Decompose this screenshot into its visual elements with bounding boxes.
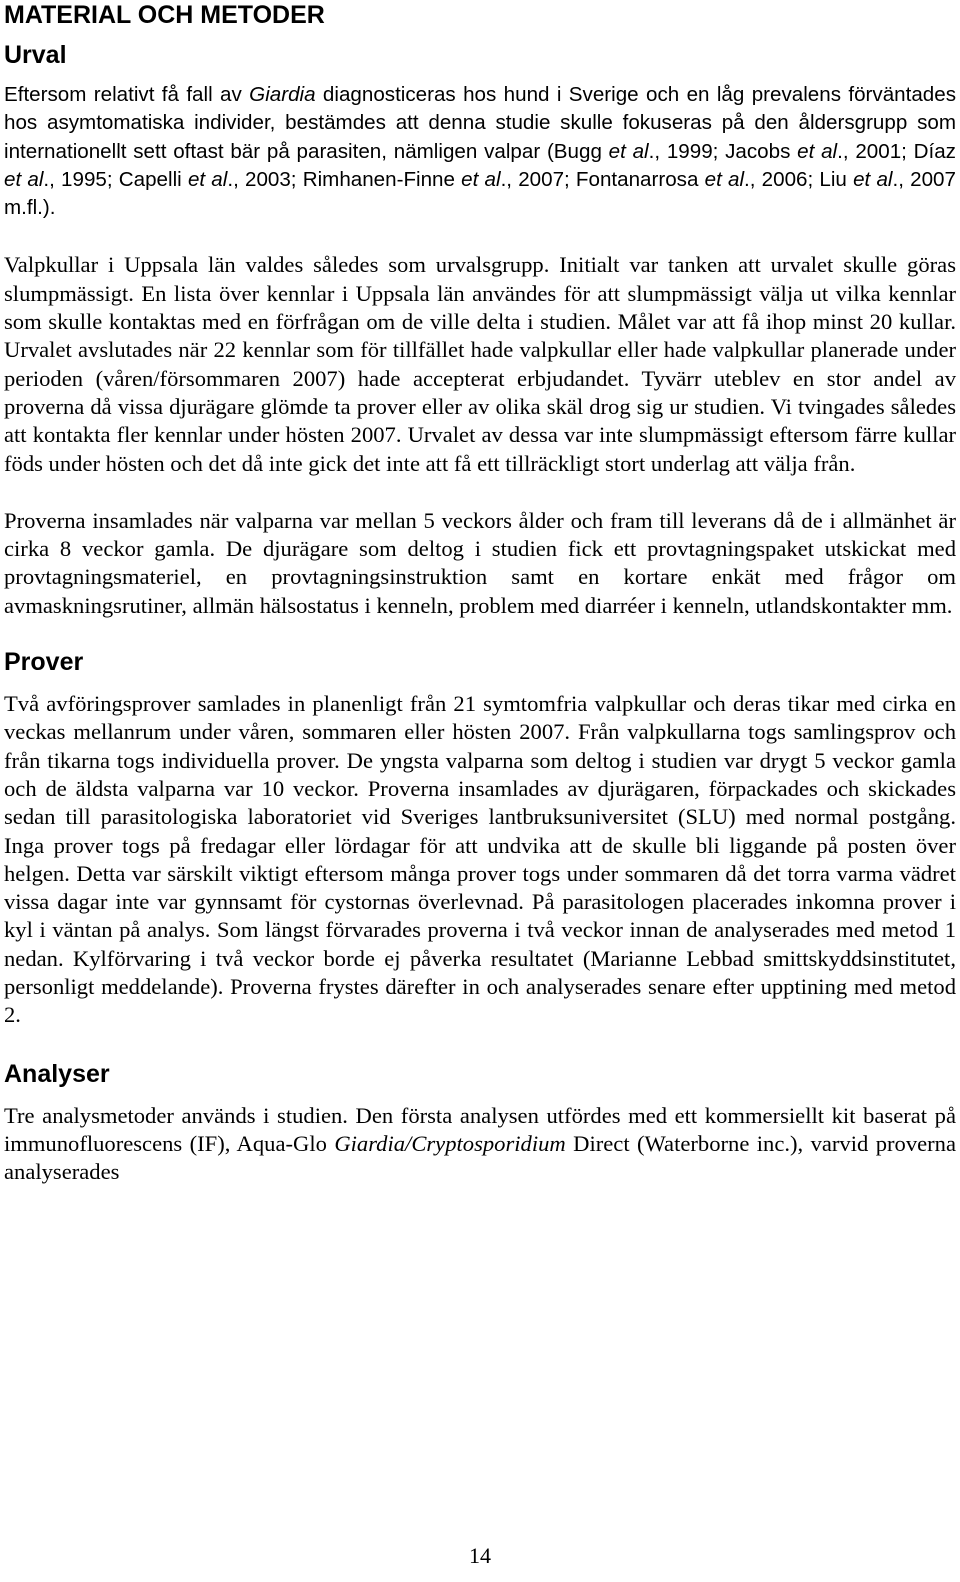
- paragraph-sample-collection: Proverna insamlades när valparna var mellan 5 veckors ålder och fram till leverans då de i allmänhet är cirka 8 veckor gamla. De djurägare som deltog i studien fick ett provtagningspaket utskickat med provtagningsmateriel, en provtagningsinstruktion samt en kortare enkät med frågor om avmaskningsrutiner, allmän hälsostatus i kenneln, problem med diarréer i kenneln, utlandskontakter mm.: [4, 507, 956, 618]
- section-heading-material-och-metoder: MATERIAL OCH METODER: [4, 1, 325, 29]
- italic-run: et al: [704, 167, 745, 191]
- text-run: ., 2003; Rimhanen-Finne: [227, 167, 462, 191]
- italic-run: Giardia: [249, 83, 316, 106]
- paragraph-urval-intro: [4, 81, 956, 222]
- subheading-urval: Urval: [4, 41, 67, 69]
- italic-run: et al: [187, 167, 228, 191]
- subheading-prover: Prover: [4, 648, 84, 677]
- text-run: Tre analysmetoder används i studien. Den första analysen utfördes med ett kommersiellt kit baserat på immunofluorescens (IF), Aqua-Glo: [4, 1102, 956, 1156]
- subheading-analyser: Analyser: [4, 1059, 110, 1088]
- paragraph-prover: Två avföringsprover samlades in planenligt från 21 symtomfria valpkullar och deras tikar med cirka en veckas mellanrum under våren, sommaren eller hösten 2007. Från valpkullarna togs samlingsprov och från tikarna togs individuella prover. De yngsta valparna som deltog i studien var drygt 5 veckor gamla och de äldsta valparna var 10 veckor. Proverna insamlades av djurägaren, förpackades och skickades sedan till parasitologiska laboratoriet vid Sveriges lantbruksuniversitet (SLU) med normal postgång. Inga prover togs på fredagar eller lördagar för att undvika att de skulle bli liggande på posten över helgen. Detta var särskilt viktigt eftersom många prover togs under sommaren då det torra varma vädret vissa dagar inte var gynnsamt för cystornas överlevnad. På parasitologen placerades inkomna prover i kyl i väntan på analys. Som längst förvarades proverna i två veckor innan de analyserades med metod 1 nedan. Kylförvaring i två veckor borde ej påverka resultatet (Marianne Lebbad smittskyddsinstitutet, personligt meddelande). Proverna frystes därefter in och analyserades senare efter upptining med metod 2.: [4, 691, 956, 1028]
- text-run: Eftersom relativt få fall av: [4, 83, 250, 106]
- italic-run: et al: [461, 167, 501, 191]
- paragraph-urval-selection: Valpkullar i Uppsala län valdes således som urvalsgrupp. Initialt var tanken att urvalet skulle göras slumpmässigt. En lista över kennlar i Uppsala län användes för att slumpmässigt välja ut vilka kennlar som skulle kontaktas med en förfrågan om de ville delta i studien. Målet var att få ihop minst 20 kullar. Urvalet avslutades när 22 kennlar som för tillfället hade valpkullar eller hade valpkullar planerade under perioden (våren/försommaren 2007) hade accepterat erbjudandet. Tyvärr uteblev en stor andel av proverna då vissa djurägare glömde ta prover eller av olika skäl drog sig ur studien. Vi tvingades således att kontakta fler kennlar under hösten 2007. Urvalet av dessa var inte slumpmässigt eftersom färre kullar föds under hösten och det då inte gick det inte att få ett tillräckligt stort underlag att välja från.: [4, 252, 956, 476]
- text-run: ., 1999; Jacobs: [648, 139, 798, 163]
- paragraph-analyser: [4, 1102, 956, 1187]
- text-run: ., 2001; Díaz: [837, 139, 956, 163]
- text-run: ., 2007; Fontanarrosa: [500, 167, 705, 191]
- text-run: Direct (Waterborne inc.), varvid proverna analyserades: [4, 1130, 957, 1185]
- text-run: diagnosticeras hos hund i Sverige och en låg prevalens förväntades hos asymtomatiska individer, bestämdes att denna studie skulle fokuseras på den åldersgrupp som internationellt sett oftast bär på parasiten, nämligen valpar (Bugg: [4, 83, 956, 163]
- italic-run: et al: [853, 167, 893, 191]
- italic-run: et al: [797, 139, 838, 163]
- text-run: ., 1995; Capelli: [43, 167, 188, 191]
- italic-run: Giardia/Cryptosporidium: [334, 1130, 566, 1156]
- italic-run: et al: [608, 139, 649, 163]
- page-number: 14: [469, 1543, 491, 1568]
- document-page: [4, 0, 956, 1187]
- italic-run: et al: [4, 167, 44, 191]
- text-run: ., 2007 m.fl.).: [4, 167, 956, 220]
- text-run: ., 2006; Liu: [744, 167, 854, 191]
